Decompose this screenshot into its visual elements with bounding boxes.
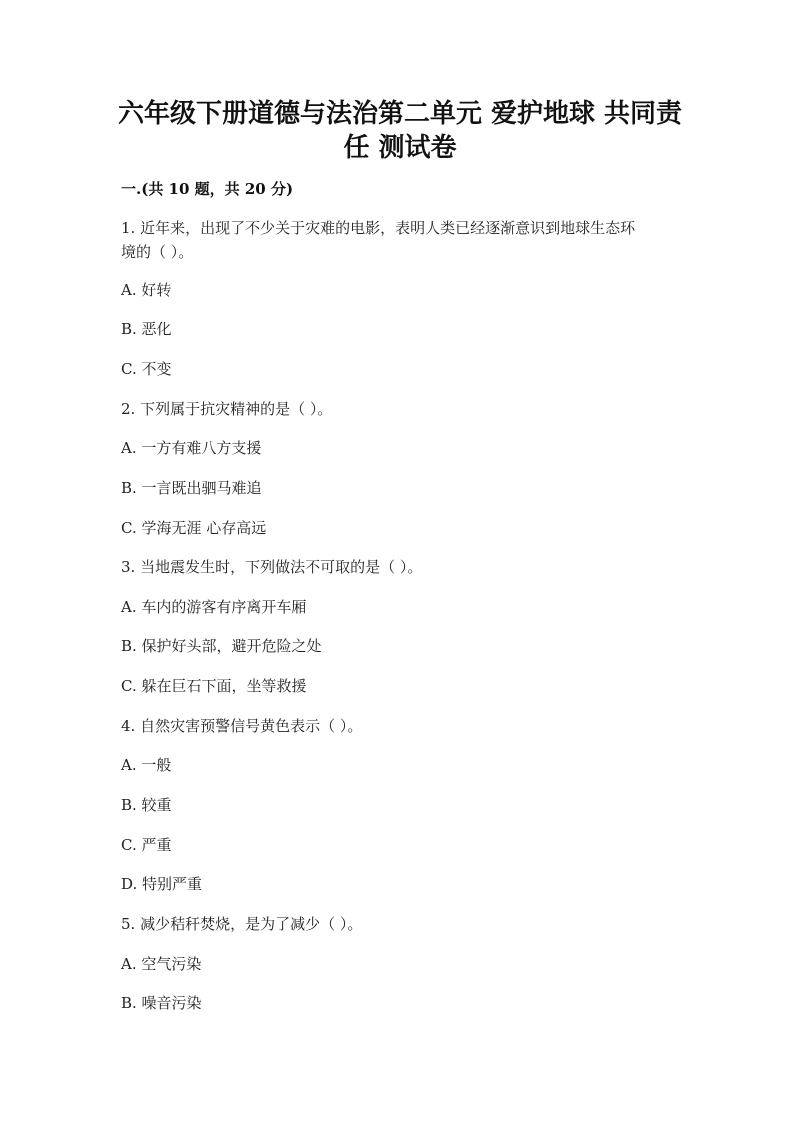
question-1-option-a: A. 好转 — [121, 281, 172, 299]
title-line-1: 六年级下册道德与法治第二单元 爱护地球 共同责 — [117, 99, 683, 129]
title-line-2: 任 测试卷 — [343, 133, 457, 163]
question-1-stem-line-1: 1. 近年来，出现了不少关于灾难的电影，表明人类已经逐渐意识到地球生态环 — [121, 219, 636, 237]
question-3-stem: 3. 当地震发生时，下列做法不可取的是（ ）。 — [121, 558, 423, 576]
question-3-option-a: A. 车内的游客有序离开车厢 — [121, 598, 307, 616]
question-3-option-b: B. 保护好头部，避开危险之处 — [121, 637, 322, 655]
question-1-stem-line-2: 境的（ ）。 — [121, 243, 194, 261]
question-4-stem: 4. 自然灾害预警信号黄色表示（ ）。 — [121, 717, 363, 735]
question-2-option-b: B. 一言既出驷马难追 — [121, 479, 262, 497]
question-5-option-a: A. 空气污染 — [121, 955, 202, 973]
question-2-option-a: A. 一方有难八方支援 — [121, 439, 262, 457]
question-1-option-b: B. 恶化 — [121, 320, 172, 338]
question-4-option-b: B. 较重 — [121, 796, 172, 814]
question-4-option-a: A. 一般 — [121, 756, 172, 774]
question-5-option-b: B. 噪音污染 — [121, 994, 202, 1012]
question-4-option-d: D. 特别严重 — [121, 875, 203, 893]
question-2-stem: 2. 下列属于抗灾精神的是（ ）。 — [121, 400, 333, 418]
question-3-option-c: C. 躲在巨石下面，坐等救援 — [121, 677, 307, 695]
question-1-option-c: C. 不变 — [121, 360, 172, 378]
question-2-option-c: C. 学海无涯 心存高远 — [121, 519, 267, 537]
page-title — [100, 97, 700, 165]
question-5-stem: 5. 减少秸秆焚烧，是为了减少（ ）。 — [121, 915, 363, 933]
section-heading: 一.(共 10 题，共 20 分) — [121, 180, 294, 198]
question-4-option-c: C. 严重 — [121, 836, 172, 854]
